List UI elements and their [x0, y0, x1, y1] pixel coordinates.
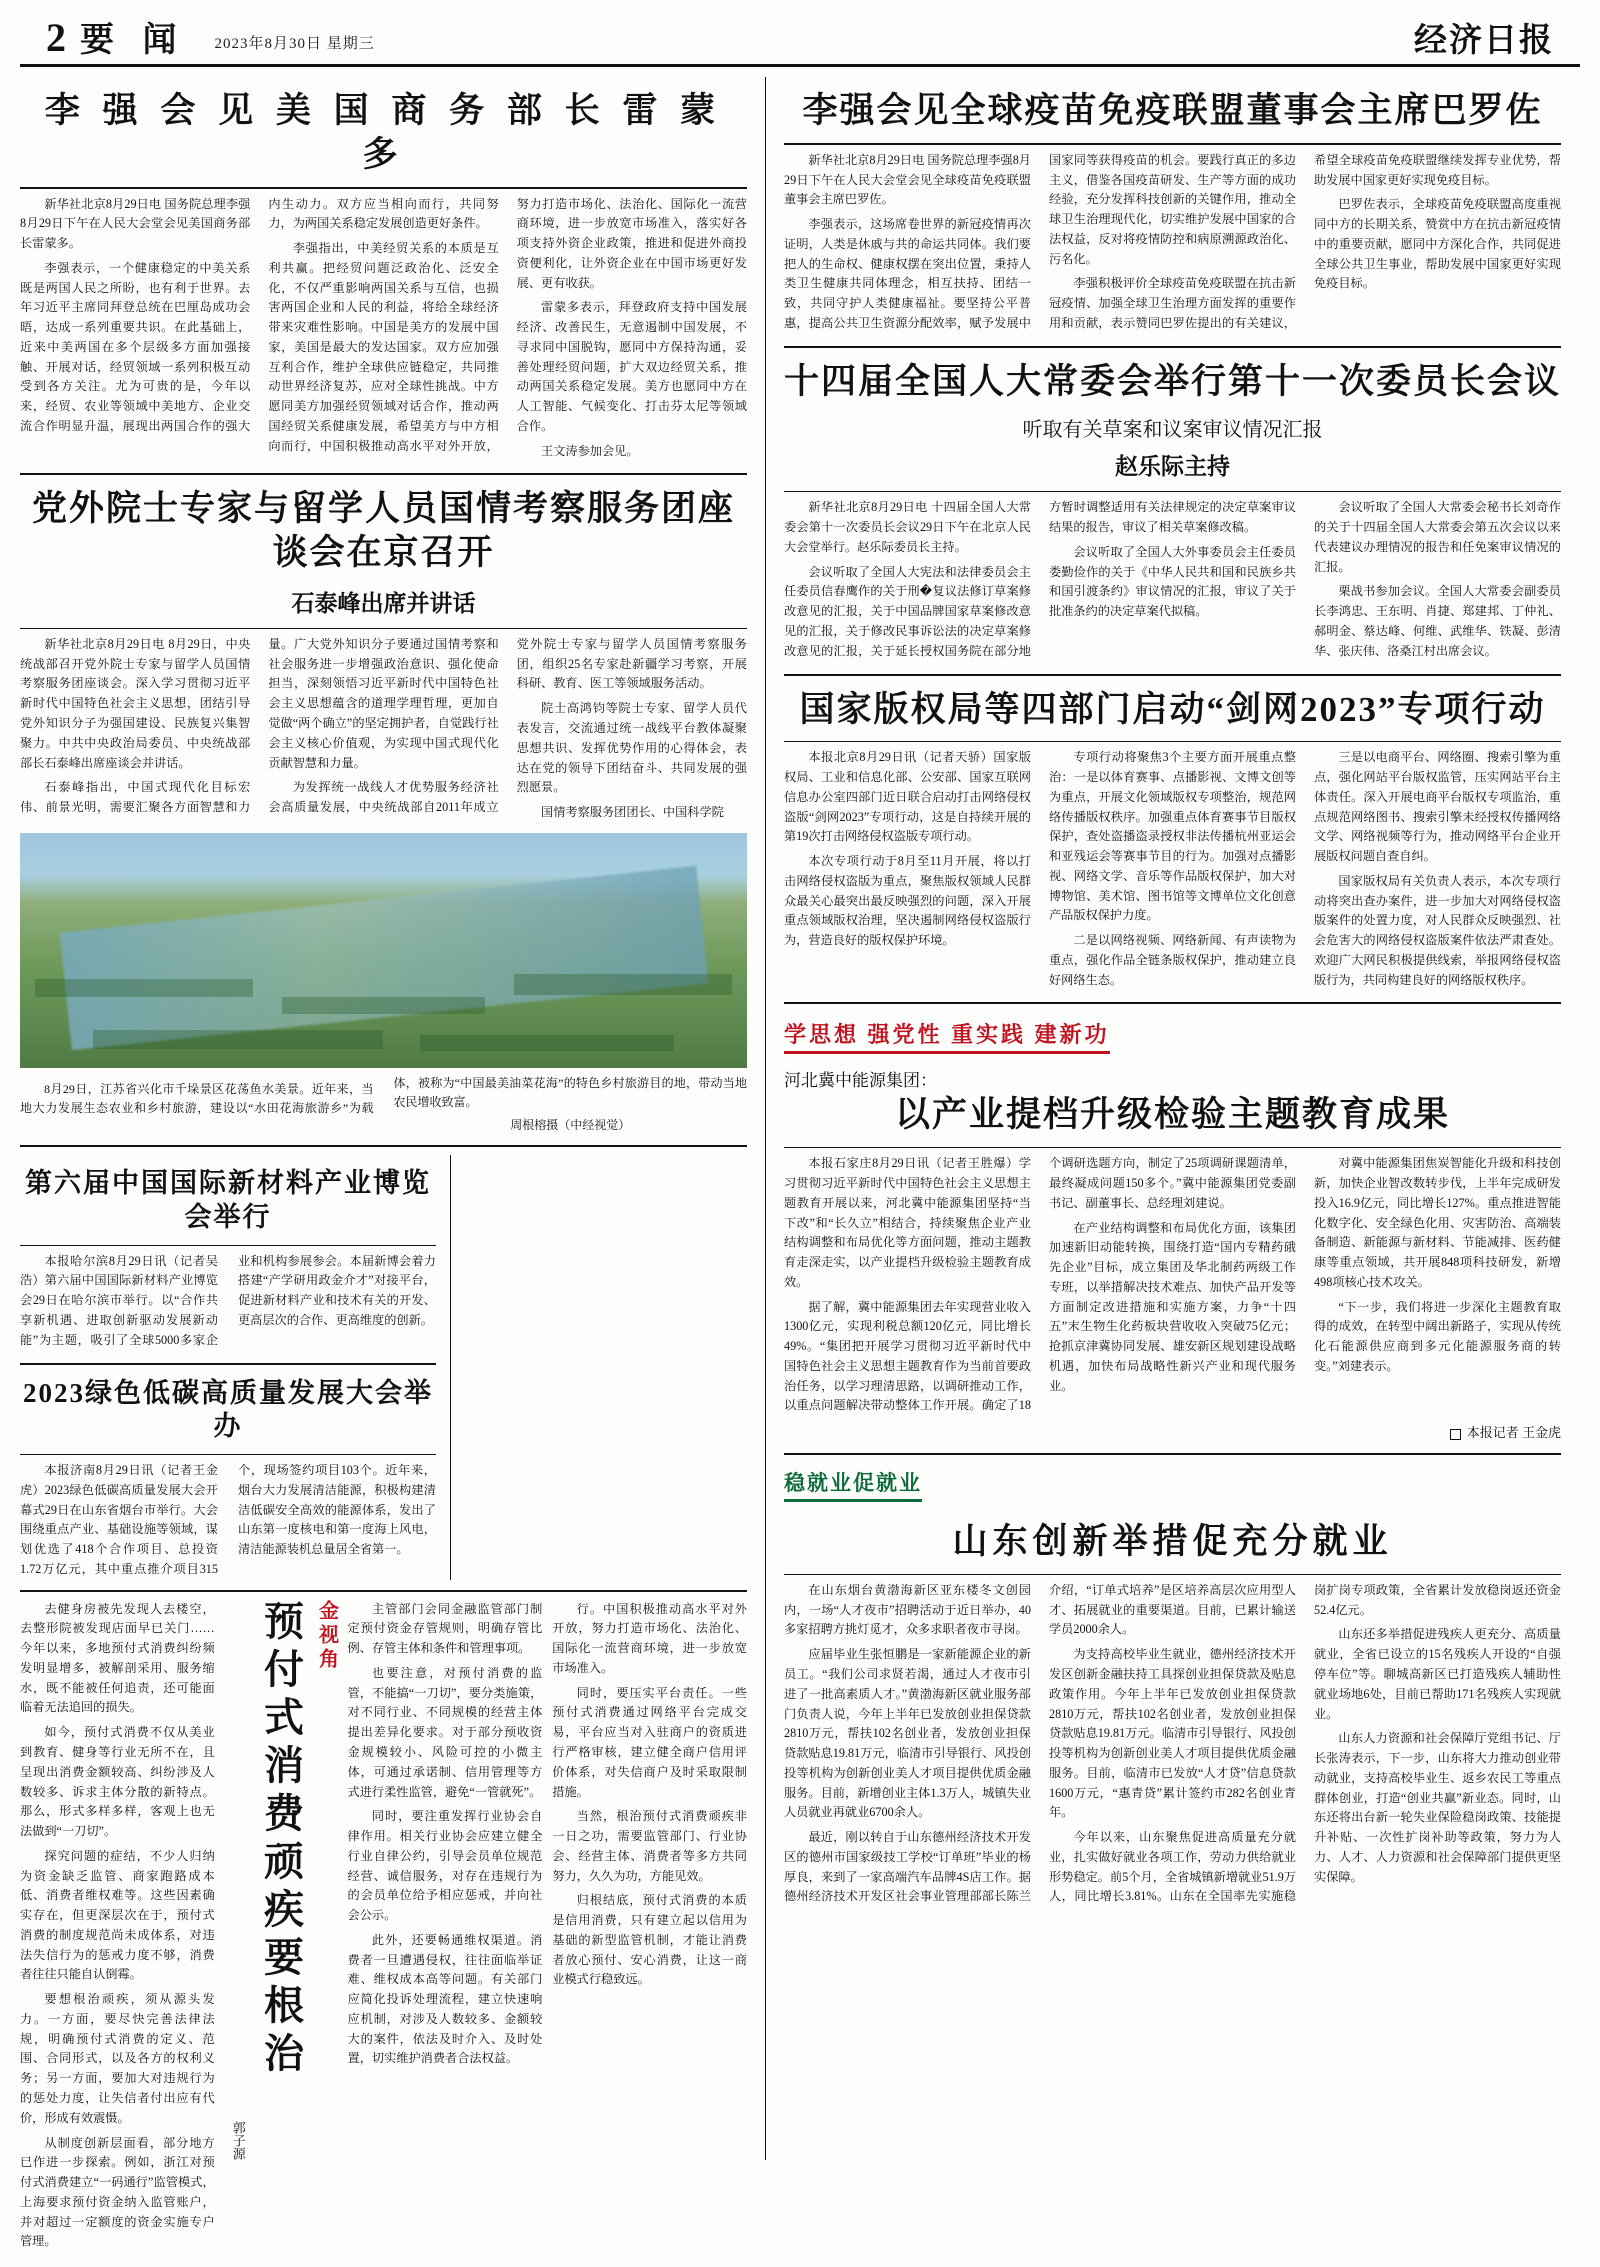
paragraph: 雷蒙多表示，拜登政府支持中国发展经济、改善民生，无意遏制中国发展，不寻求同中国脱钩，愿同中方保持沟通，妥善处理经贸问题，扩大双边经贸关系，推动两国关系稳定发展。美方也愿同中方在人工智能、气候变化、打击芬太尼等领域合作。 [516, 300, 747, 433]
article-shandong-employment [784, 1463, 1561, 1907]
divider [784, 674, 1561, 676]
subheadline-chair: 赵乐际主持 [1115, 454, 1230, 480]
headline: 山东创新举措促充分就业 [952, 1522, 1393, 1562]
photo-caption: 8月29日，江苏省兴化市千垛景区花荡鱼水美景。近年来，当地大力发展生态农业和乡村旅游，建设以“水田花海旅游乡”为载体，被称为“中国最美油菜花海”的特色乡村旅游目的地，带动当地农民增收致富。 [20, 1075, 747, 1116]
field-shape [420, 1035, 674, 1051]
divider [20, 628, 747, 629]
paragraph: 专项行动将聚焦3个主要方面开展重点整治：一是以体育赛事、点播影视、文博文创等为重点，开展文化领域版权专项整治，规范网络传播版权秩序。加强重点体育赛事节目版权保护，查处盗播盗录授权非法传播杭州亚运会和亚残运会等赛事节目的行为。加强对点播影视、网络文学、音乐等作品版权保护，加大对博物馆、美术馆、图书馆等文博单位文化创意产品版权保护力度。 [1049, 750, 1296, 923]
square-bullet-icon [1450, 1429, 1461, 1440]
campaign-banner: 学思想 强党性 重实践 建新功 [784, 1018, 1110, 1054]
paragraph: 为支持高校毕业生就业，德州经济技术开发区创新金融扶持工具探创业担保贷款及贴息政策作用。今年上半年已发放创业担保贷款2810万元，帮扶102名创业者，发放创业担保贷款贴息19.81万元。临清市引导银行、风投创投等机构为创新创业美人才项目提供优质金融服务。目前，临清市已发放“人才贷”信息贷款1600万元，“惠青贷”累计签约市282名创业青年。 [1049, 1647, 1296, 1820]
paragraph: 本次专项行动于8月至11月开展，将以打击网络侵权盗版为重点，聚焦版权领域人民群众最关心最突出最反映强烈的问题，深入开展重点领域版权治理，坚决遏制网络侵权盗版行为，营造良好的版权保护环境。 [784, 854, 1031, 948]
divider [784, 1147, 1561, 1148]
paragraph: 山东人力资源和社会保障厅党组书记、厅长张涛表示，下一步，山东将大力推动创业带动就业，支持高校毕业生、返乡农民工等重点群体创业，打造“创业共赢”新业态。同时，山东还将出台新一轮失业保险稳岗政策、技能提升补贴、一次性扩岗补助等政策，努力为人力、人才、人力资源和社会保障部门提供更坚实保障。 [1314, 1731, 1561, 1884]
paragraph: 对冀中能源集团焦炭智能化升级和科技创新，加快企业智改数转步伐，上半年完成研发投入16.9亿元，同比增长127%。重点推进智能化数字化、安全绿色化用、灾害防治、高端装备制造、新能源与新材料、节能减排、医药健康等重点领域，共开展848项科技研发，新增498项核心技术攻关。 [1314, 1156, 1561, 1289]
feature-column-label: 金视角 [315, 1599, 338, 1672]
article-body [784, 1154, 1561, 1416]
feature-text-col-1 [20, 1600, 225, 2249]
divider [20, 473, 747, 475]
paragraph: 在产业结构调整和布局优化方面，该集团加速新旧动能转换，围绕打造“国内专精药硪先企业”目标，成立集团及华北制药两级工作专班，以举措解决技术难点、加快产品开发等方面制定改进措施和实施方案，力争“十四五”末生物生化药板块营收收入突破75亿元；抢抓京津冀协同发展、雄安新区规划建设战略机遇，加快布局战略性新兴产业和现代服务业。 [1049, 1220, 1296, 1393]
feature-headline: 预付式消费顽疾要根治 [258, 1599, 304, 2080]
article-overseas-scholars-symposium [20, 487, 747, 822]
article-li-qiang-raimondo [20, 89, 747, 461]
paragraph: 从制度创新层面看，部分地方已作进一步探索。例如，浙江对预付式消费建立“一码通行”监管模式，上海要求预付资金纳入监管账户，并对超过一定额度的资金实施专户管理。 [20, 2135, 215, 2249]
paragraph: 今年以来，山东聚焦促进高质量充分就业，扎实做好就业各项工作，劳动力供给就业形势稳定。前5个月，全省城镇新增就业51.9万人，同比增长3.81%。山东在全国率先实施稳岗扩岗专项政策，全省累计发放稳岗返还资金52.4亿元。 [1049, 1582, 1561, 1904]
paragraph: 同时，要压实平台责任。一些预付式消费通过网络平台完成交易，平台应当对入驻商户的资质进行严格审核，建立健全商户信用评价体系，对失信商户及时采取限制措施。 [552, 1685, 747, 1799]
paragraph: 据了解，冀中能源集团去年实现营业收入1300亿元，实现利税总额120亿元，同比增长49%。“集团把开展学习贯彻习近平新时代中国特色社会主义思想主题教育作为当前首要政治任务，以学习理清思路，以调研推动工作，以重点问题解决带动整体工作开展。确定了18个调研选题方向，制定了25项调研课题清单，最终凝成问题150多个。”冀中能源集团党委副书记、副董事长、总经理刘建说。 [784, 1156, 1296, 1413]
article-body [20, 635, 747, 823]
paragraph: 去健身房被先发现人去楼空，去整形院被发现店面早已关门……今年以来，多地预付式消费纠纷频发明显增多，被解剖采用、服务缩水，既不能被任何追责，还可能面临着无法追回的损失。 [20, 1601, 215, 1715]
paragraph: 最近，刚以转自于山东德州经济技术开发区的德州市国家级技工学校“订单班”毕业的杨厚良，来到了一家高端汽车品牌4S店工作。据德州经济技术开发区社会事业管理部部长陈兰介绍，“订单式培养”是区培养高层次应用型人才、拓展就业的重要渠道。目前，已累计输送学员2000余人。 [784, 1582, 1296, 1904]
article-jianwang-2023 [784, 688, 1561, 991]
paragraph: 二是以网络视频、网络新闻、有声读物为重点，强化作品全链条版权保护，推动建立良好网络生态。 [1049, 933, 1296, 987]
byline [784, 1422, 1561, 1441]
paragraph: “下一步，我们将进一步深化主题教育取得的成效，在转型中阔出新路子，实现从传统化石能源供应商到多元化能源服务商的转变。”刘建表示。 [1314, 1299, 1561, 1373]
feature-author: 郭子源 [230, 2120, 246, 2160]
page-content [20, 67, 1580, 2249]
paragraph: 王文涛参加会见。 [541, 443, 639, 458]
paragraph: 院士高鸿钧等院士专家、留学人员代表发言，交流通过统一战线平台教体凝聚思想共识、发挥优势作用的心得体会，表达在党的领导下团结奋斗、共同发展的强烈愿景。 [516, 701, 747, 795]
paragraph: 李强表示，这场席卷世界的新冠疫情再次证明，人类是休戚与共的命运共同体。我们要把人的生命权、健康权摆在突出位置，秉持人类卫生健康共同体理念，相互扶持、团结一致，共同守护人类健康福祉。要坚持公平普惠，提高公共卫生资源分配效率，赋予发展中国家同等获得疫苗的机会。要践行真正的多边主义，借鉴各国疫苗研发、生产等方面的成功经验，充分发挥科技创新的关键作用，推动全球卫生治理现代化，切实维护发展中国家的合法权益，反对将疫情防控和病原溯源政治化、污名化。 [784, 152, 1296, 330]
article-jizhong-energy [784, 1012, 1561, 1441]
paragraph: 本报北京8月29日讯（记者天骄）国家版权局、工业和信息化部、公安部、国家互联网信息办公室四部门近日联合启动打击网络侵权盗版“剑网2023”专项行动，这是自持续开展的第19次打击网络侵权盗版专项行动。 [784, 750, 1031, 844]
headline: 以产业提档升级检验主题教育成果 [894, 1095, 1450, 1135]
paragraph: 本报济南8月29日讯（记者王金虎）2023绿色低碳高质量发展大会开幕式29日在山东省烟台市举行。大会围绕重点产业、基础设施等领域，谋划优选了418个合作项目、总投资1.72万亿元，其中重点推介项目315个，现场签约项目103个。近年来，烟台大力发展清洁能源，积极构建清洁低碳安全高效的能源体系，发出了山东第一度核电和第一度海上风电，清洁能源装机总量居全省第一。 [20, 1463, 436, 1576]
paragraph: 探究问题的症结，不少人归纳为资金缺乏监管、商家跑路成本低、消费者维权难等。这些因素确实存在，但更深层次在于，预付式消费的制度规范尚未成体系，对违法失信行为的惩戒力度不够，消费者往往只能自认倒霉。 [20, 1848, 215, 1982]
section-title: 要 闻 [80, 22, 187, 59]
article-new-materials-expo [20, 1155, 450, 1579]
paragraph: 栗战书参加会议。全国人大常委会副委员长李鸿忠、王东明、肖捷、郑建邦、丁仲礼、郝明金、蔡达峰、何维、武维华、铁凝、彭清华、张庆伟、洛桑江村出席会议。 [1314, 584, 1561, 658]
divider [784, 491, 1561, 492]
paragraph: 本报哈尔滨8月29日讯（记者吴浩）第六届中国国际新材料产业博览会29日在哈尔滨市举行。以“合作共享新机遇、进取创新驱动发展新动能”为主题，吸引了全球5000多家企业和机构参展参会。本届新博会着力搭建“产学研用政金介才”对接平台，促进新材料产业和技术有关的开发、更高层次的合作、更高维度的创新。 [20, 1253, 436, 1347]
divider [20, 1363, 436, 1365]
employment-tag: 稳就业促就业 [784, 1467, 922, 1502]
photo-credit: 周根榕摄（中经视觉） [510, 1118, 631, 1133]
paper-name: 经济日报 [1414, 23, 1554, 59]
headline: 李强会见全球疫苗免疫联盟董事会主席巴罗佐 [802, 91, 1543, 130]
water-shape [59, 866, 708, 1050]
paragraph: 归根结底，预付式消费的本质是信用消费，只有建立起以信用为基础的新型监管机制，才能让消费者放心预付、安心消费，让这一商业模式行稳致远。 [552, 1893, 747, 1987]
aerial-farmland-photo [20, 833, 747, 1068]
headline: 十四届全国人大常委会举行第十一次委员长会议 [784, 361, 1562, 401]
photo-caption-block [20, 1074, 747, 1133]
field-shape [35, 979, 253, 998]
article-npc-standing-committee [784, 360, 1561, 662]
paragraph: 国家版权局有关负责人表示，本次专项行动将突出查办案件，进一步加大对网络侵权盗版案件的处置力度，对人民群众反映强烈、社会危害大的网络侵权盗版案件依法严肃查处。欢迎广大网民积极提供线索，举报网络侵权盗版行为，共同构建良好的网络版权秩序。 [1314, 873, 1561, 987]
paragraph: 同时，要注重发挥行业协会自律作用。相关行业协会应建立健全行业自律公约，引导会员单位规范经营、诚信服务，对存在违规行为的会员单位给予相应惩戒，并向社会公示。 [347, 1809, 543, 1923]
headline: 第六届中国国际新材料产业博览会举行 [25, 1168, 431, 1232]
divider [784, 1574, 1561, 1575]
divider [784, 143, 1561, 145]
divider [20, 187, 747, 189]
subheadline: 石泰峰出席并讲话 [291, 590, 476, 616]
divider [784, 1002, 1561, 1004]
right-column [766, 77, 1561, 2160]
organization-line: 河北冀中能源集团： [784, 1071, 937, 1091]
photo-block [20, 833, 747, 1133]
subheadline: 听取有关草案和议案审议情况汇报 [1022, 419, 1323, 442]
divider [784, 1453, 1561, 1455]
field-shape [282, 997, 486, 1013]
paragraph: 国情考察服务团团长、中国科学院 [541, 805, 724, 820]
feature-text-col-3 [552, 1600, 747, 2160]
masthead [20, 0, 1580, 67]
byline-text: 本报记者 王金虎 [1466, 1425, 1561, 1441]
headline: 李 强 会 见 美 国 商 务 部 长 雷 蒙 多 [44, 91, 723, 174]
field-shape [514, 974, 732, 995]
article-4-spill [451, 1155, 747, 1579]
paragraph: 李强指出，中美经贸关系的本质是互利共赢。把经贸问题泛政治化、泛安全化，不仅严重影响两国关系与互信，也损害两国企业和人民的利益，将给全球经济带来灾难性影响。中国是美方的发展中国家，美国是最大的发达国家。双方应加强互利合作，维护全球供应链稳定，共同推动世界经济复苏，应对全球性挑战。中方愿同美方加强经贸领域对话合作，推动两国经贸关系健康发展，希望美方与中方相向而行，中国积极推动高水平对外开放，努力打造市场化、法治化、国际化一流营商环境，进一步放宽市场准入，落实好各项支持外资企业政策，推进和促进外商投资便利化，让外资企业在中国市场更好发展、更有收获。 [268, 196, 747, 453]
publication-date: 2023年8月30日 星期三 [214, 36, 375, 52]
article-body [784, 1581, 1561, 1907]
paragraph: 山东还多举措促进残疾人更充分、高质量就业，全省已设立的15名残疾人开设的“自强停车位”等。聊城高新区已打造残疾人辅助性就业场地6处，目前已帮助171名残疾人实现就业。 [1314, 1627, 1561, 1721]
paragraph: 当然，根治预付式消费顽疾非一日之功，需要监管部门、行业协会、经营主体、消费者等多方共同努力，久久为功，方能见效。 [552, 1809, 747, 1883]
divider [20, 1454, 436, 1455]
page-number: 2 [46, 15, 66, 60]
paragraph: 会议听取了全国人大常委会秘书长刘奇作的关于十四届全国人大常委会第五次会议以来代表建议办理情况的报告和任免案审议情况的汇报。 [1314, 500, 1561, 574]
paragraph: 在山东烟台黄渤海新区亚东楼冬文创园内，一场“人才夜市”招聘活动于近日举办，40多家招聘方挑灯觅才，众多求职者夜市寻岗。 [784, 1582, 1031, 1637]
paragraph: 此外，还要畅通维权渠道。消费者一旦遭遇侵权，往往面临举证难、维权成本高等问题。有关部门应简化投诉处理流程，建立快速响应机制，对涉及人数较多、金额较大的案件，依法及时介入、及时处置，切实维护消费者合法权益。 [347, 1932, 543, 2066]
article-body [20, 1461, 436, 1580]
paragraph: 新华社北京8月29日电 国务院总理李强8月29日下午在人民大会堂会见美国商务部长雷蒙多。 [20, 196, 251, 251]
paragraph: 如今，预付式消费不仅从美业到教育、健身等行业无所不在，且呈现出消费金额较高、纠纷涉及人数较多、诉求主体分散的新特点。那么，形式多样多样，客观上也无法做到“一刀切”。 [20, 1725, 215, 1839]
paragraph: 应届毕业生张恒鹏是一家新能源企业的新员工。“我们公司求贤若渴，通过人才夜市引进了一批高素质人才。”黄渤海新区就业服务部门负责人说，今年上半年已发放创业担保贷款2810万元，帮扶102名创业者，发放创业担保贷款贴息19.81万元，临清市引导银行、风投创投等机构为创新创业美人才项目提供优质金融服务。目前，新增创业主体1.3万人，城镇失业人员就业再就业6700余人。 [784, 1647, 1031, 1820]
paragraph: 主管部门会同金融监管部门制定预付资金存管规则，明确存管比例、存管主体和条件和管理事项。 [347, 1601, 543, 1656]
paragraph: 为发挥统一战线人才优势服务经济社会高质量发展，中央统战部自2011年成立党外院士专家与留学人员国情考察服务团，组织25名专家赴新疆学习考察，开展科研、教育、医工等领域服务活动。 [268, 636, 747, 815]
paragraph: 行。中国积极推动高水平对外开放，努力打造市场化、法治化、国际化一流营商环境，进一步放宽市场准入。 [552, 1601, 747, 1675]
paragraph: 新华社北京8月29日电 8月29日，中央统战部召开党外院士专家与留学人员国情考察服务团座谈会。深入学习贯彻习近平新时代中国特色社会主义思想，团结引导党外知识分子为强国建设、民族复兴集智聚力。中共中央政治局委员、中央统战部部长石泰峰出席座谈会并讲话。 [20, 636, 251, 770]
feature-prepaid-consumption [20, 1590, 747, 2249]
divider [20, 1145, 747, 1147]
article-body [784, 748, 1561, 990]
left-column [20, 77, 765, 2249]
article-body [784, 498, 1561, 661]
paragraph: 本报石家庄8月29日讯（记者王胜爆）学习贯彻习近平新时代中国特色社会主义思想主题教育开展以来，河北冀中能源集团坚持“当下改”和“长久立”相结合，持续聚焦企业产业结构调整和布局优化等方面问题，推动主题教育走深走实，以产业提档升级检验主题教育成效。 [784, 1156, 1031, 1289]
article-body [784, 151, 1561, 334]
headline: 国家版权局等四部门启动“剑网2023”专项行动 [799, 689, 1546, 729]
paragraph: 新华社北京8月29日电 国务院总理李强8月29日下午在人民大会堂会见全球疫苗免疫联盟董事会主席巴罗佐。 [784, 152, 1031, 207]
paragraph: 新华社北京8月29日电 十四届全国人大常委会第十一次委员长会议29日下午在北京人民大会堂举行。赵乐际委员长主持。 [784, 500, 1031, 554]
paragraph: 石泰峰指出，中国式现代化目标宏伟、前景光明，需要汇聚各方面智慧和力量。广大党外知识分子要通过国情考察和社会服务进一步增强政治意识、强化使命担当，深刻领悟习近平新时代中国特色社会主义思想蕴含的道理学理哲理，更加自觉做“两个确立”的坚定拥护者，自觉践行社会主义核心价值观，为实现中国式现代化贡献智慧和力量。 [20, 636, 499, 815]
articles-3-4-row [20, 1155, 747, 1579]
paragraph: 李强积极评价全球疫苗免疫联盟在抗击新冠疫情、加强全球卫生治理方面发挥的重要作用和贡献，表示赞同巴罗佐提出的有关建议，希望全球疫苗免疫联盟继续发挥专业优势，帮助发展中国家更好实现免疫目标。 [1049, 152, 1561, 330]
article-body [20, 195, 747, 462]
field-shape [93, 1030, 384, 1049]
headline: 2023绿色低碳高质量发展大会举办 [23, 1377, 433, 1442]
article-body [20, 1252, 436, 1351]
divider [784, 741, 1561, 742]
paragraph: 巴罗佐表示，全球疫苗免疫联盟高度重视同中方的长期关系，赞赏中方在抗击新冠疫情中的重要贡献，愿同中方深化合作，共同促进全球公共卫生事业，帮助发展中国家更好实现免疫目标。 [1314, 197, 1561, 291]
headline: 党外院士专家与留学人员国情考察服务团座谈会在京召开 [31, 489, 735, 573]
paragraph: 要想根治顽疾，须从源头发力。一方面，要尽快完善法律法规，明确预付式消费的定义、范围、合同形式，以及各方的权利义务；另一方面，要加大对违规行为的惩处力度，让失信者付出应有代价，形成有效震慑。 [20, 1992, 215, 2125]
divider [20, 1245, 436, 1246]
paragraph: 会议听取了全国人大宪法和法律委员会主任委员信春鹰作的关于刑�复议法修订草案修改意见的汇报，关于中国品牌国家草案修改意见的汇报，关于修改民事诉讼法的决定草案修改意见的汇报，关于延长授权国务院在部分地方暂时调整适用有关法律规定的决定草案审议结果的报告，审议了相关草案修改稿。 [784, 500, 1296, 658]
paragraph: 也要注意，对预付消费的监管，不能搞“一刀切”，要分类施策，对不同行业、不同规模的经营主体提出差异化要求。对于部分预收资金规模较小、风险可控的小微主体，可通过承诺制、信用管理等方式进行柔性监管，避免“一管就死”。 [347, 1665, 543, 1799]
paragraph: 三是以电商平台、网络圈、搜索引擎为重点，强化网站平台版权监管，压实网站平台主体责任。深入开展电商平台版权专项监治，重点规范网络图书、搜索引擎未经授权传播网络文学、网络视频等行为，推动网络平台企业开展版权问题自查自纠。 [1314, 750, 1561, 864]
paragraph: 会议听取了全国人大外事委员会主任委员娄勤俭作的关于《中华人民共和国和民族乡共和国引渡条约》审议情况的汇报，审议了关于批准条约的决定草案代拟稿。 [1049, 544, 1296, 619]
divider [784, 346, 1561, 348]
paragraph: 李强表示，一个健康稳定的中美关系既是两国人民之所盼，也有利于世界。去年习近平主席同拜登总统在巴厘岛成功会晤，达成一系列重要共识。在此基础上，近来中美两国在多个层级多方面加强接触、开展对话，经贸领域一系列积极互动受到各方关注。尤为可贵的是，今年以来，经贸、农业等领域中美地方、企业交流合作明显升温，展现出两国合作的强大内生动力。双方应当相向而行，共同努力，为两国关系稳定发展创造更好条件。 [20, 196, 499, 433]
article-li-qiang-gavi [784, 89, 1561, 334]
feature-text-col-2 [348, 1600, 553, 2160]
